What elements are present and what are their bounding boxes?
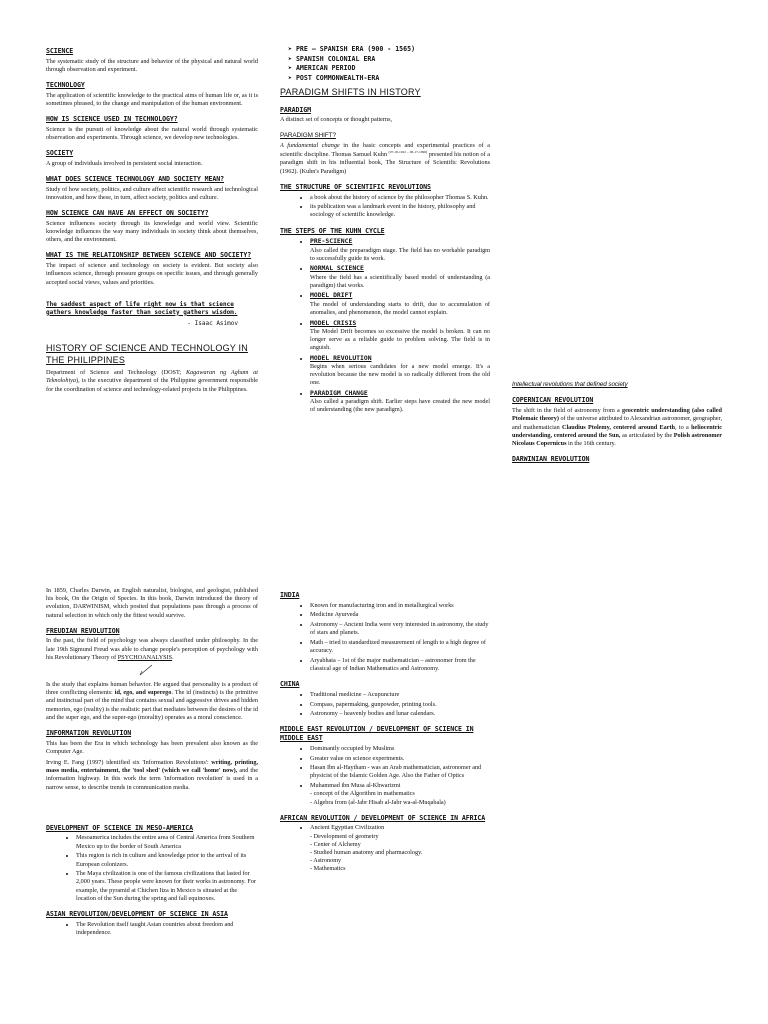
paragraph-science-society-relationship: The impact of science and technology on society is evident. But society also influences science, through pressure groups on specific issues, and through generally accepted social views, values and priorities. — [46, 262, 258, 286]
paragraph-paradigm: A distinct set of concepts or thought patterns, — [280, 116, 393, 124]
paragraph-freudian: In the past, the field of psychology was always classified under philosophy. In the late 19th Sigmund Freud was able to change people's perception of psychology with his Revolutionary Theory of PSYCHOANALYSIS. — [46, 637, 258, 661]
paragraph-paradigm-shift: A fundamental change in the basic concepts and experimental practices of a scientific discipline. Thomas Samuel Kuhn $^{(07-18-1922 - 06-17-1996)}$ presented his notion of a paradigm shift in his influential book, The Structure of Scientific Revolutions (1962). (Kuhn's Paradigm) — [280, 142, 490, 175]
structure-list — [280, 194, 490, 220]
list-item: • Astronomy – heavenly bodies and lunar calendars. — [310, 710, 492, 718]
paragraph-sts-meaning: Study of how society, politics, and culture affect scientific research and technological innovation, and how these, in turn, affect society, politics and culture. — [46, 185, 258, 202]
heading-african-revolution: AFRICAN REVOLUTION / DEVELOPMENT OF SCIENCE IN AFRICA — [280, 813, 486, 822]
heading-copernican: COPERNICAN REVOLUTION — [512, 396, 594, 405]
heading-how-science-used: HOW IS SCIENCE USED IN TECHNOLOGY? — [46, 115, 178, 124]
meso-america-list — [46, 834, 258, 903]
column-top-left — [46, 40, 258, 397]
era-item: ➤ SPANISH COLONIAL ERA — [288, 55, 490, 64]
psychoanalysis-link[interactable]: PSYCHOANALYSIS — [117, 653, 173, 661]
heading-freudian: FREUDIAN REVOLUTION — [46, 626, 120, 635]
heading-science: SCIENCE — [46, 47, 74, 55]
middle-east-list — [280, 745, 492, 807]
era-item: ➤ PRE – SPANISH ERA (900 - 1565) — [288, 45, 490, 54]
era-item: ➤ AMERICAN PERIOD — [288, 64, 490, 73]
paragraph-information-2: Irving E. Fang (1997) identified six 'Information Revolutions': writing, printing, mass media, entertainment, the 'tool shed' (which we call 'home' now), and the information highway. In this work the term 'information revolution' is used in a narrow sense, to describe trends in communication media. — [46, 759, 258, 791]
list-item: • Aryabhata – 1st of the major mathematician – astronomer from the classical age of Indian Mathematics and Astronomy. — [310, 657, 492, 673]
heading-intellectual-revolutions: Intellectual revolutions that defined society — [512, 381, 628, 388]
list-item: • Dominantly occupied by Muslims — [310, 745, 492, 753]
kuhn-step: • PRE-SCIENCE Also called the preparadigm stage. The field has no workable paradigm to successfully guide its work. — [310, 237, 490, 263]
list-item: • Greater value on science experiments. — [310, 755, 492, 763]
kuhn-step: • NORMAL SCIENCE Where the field has a scientifically based model of understanding (a paradigm) that works. — [310, 264, 490, 290]
list-item: • Known for manufacturing iron and in metallurgical works — [310, 602, 492, 610]
paragraph-how-science-used: Science is the pursuit of knowledge about the natural world through systematic observation and experiments. Through science, we develop new technologies. — [46, 125, 258, 142]
quote-text: The saddest aspect of life right now is that science gathers knowledge faster than society gathers wisdom. — [46, 300, 238, 316]
paragraph-psychoanalysis: Is the study that explains human behavior. He argued that personality is a product of three conflicting elements: id, ego, and superego. The id (instincts) is the primitive and instinctual part of the mind that contains sexual and aggressive drives and hidden memories, ego (reality) is the realistic part that mediates between the desires of the id and the super ego, and the super-ego (morality) operates as a moral conscience. — [46, 681, 258, 721]
china-list — [280, 691, 492, 719]
heading-history-philippines: HISTORY OF SCIENCE AND TECHNOLOGY IN THE PHILIPPINES — [46, 343, 248, 366]
asia-list — [46, 921, 258, 937]
heading-darwinian: DARWINIAN REVOLUTION — [512, 455, 590, 464]
era-list — [280, 45, 490, 83]
column-top-right — [512, 374, 722, 466]
list-item: • Medicine Ayurveda — [310, 611, 492, 619]
list-item: • Compass, papermaking, gunpowder, printing tools. — [310, 701, 492, 709]
heading-kuhn-cycle: THE STEPS OF THE KUHN CYCLE — [280, 226, 385, 235]
kuhn-step: • MODEL REVOLUTION Begins when serious candidates for a new model emerge. It's a revolution because the new model is so radically different from the old one. — [310, 354, 490, 388]
india-list — [280, 602, 492, 674]
quote-author: - Isaac Asimov — [187, 319, 238, 327]
heading-asian-revolution: ASIAN REVOLUTION/DEVELOPMENT OF SCIENCE IN ASIA — [46, 909, 228, 918]
pen-stroke-mark — [138, 663, 154, 677]
paragraph-dost: Department of Science and Technology (DOST; Kagawaran ng Agham at Teknolohiya), is the executive department of the Philippine government responsible for the coordination of science and technology-related projects in the Philippines. — [46, 369, 258, 393]
list-item: • Math – tried to standardized measurement of length to a high degree of accuracy. — [310, 639, 492, 655]
heading-science-effect: HOW SCIENCE CAN HAVE AN EFFECT ON SOCIETY? — [46, 209, 209, 218]
paragraph-information-1: This has been the Era in which technology has been prevalent also known as the Computer Age. — [46, 739, 258, 755]
list-item: • Astronomy – Ancient India were very interested in astronomy, the study of stars and planets. — [310, 621, 492, 637]
heading-paradigm-shift: PARADIGM SHIFT? — [280, 131, 336, 139]
column-bottom-left — [46, 587, 258, 940]
paragraph-darwin: In 1859, Charles Darwin, an English naturalist, biologist, and geologist, published his book, On the Origin of Species. In this book, Darwin introduced the theory of evolution, DARWINISM, which posited that populations pass through a process of natural selection in which only the fittest would survive. — [46, 587, 258, 619]
heading-society: SOCIETY — [46, 149, 74, 158]
heading-sts-meaning: WHAT DOES SCIENCE TECHNOLOGY AND SOCIETY MEAN? — [46, 175, 225, 184]
heading-china: CHINA — [280, 680, 300, 689]
heading-india: INDIA — [280, 591, 300, 599]
heading-science-society-relationship: WHAT IS THE RELATIONSHIP BETWEEN SCIENCE AND SOCIETY? — [46, 251, 252, 260]
list-item: • This region is rich in culture and knowledge prior to the arrival of its European colonizers. — [76, 852, 258, 868]
list-item: • Traditional medicine – Acupuncture — [310, 691, 492, 699]
heading-meso-america: DEVELOPMENT OF SCIENCE IN MESO-AMERICA — [46, 823, 194, 832]
paragraph-science-effect: Science influences society through its knowledge and world view. Scientific knowledge influences the way many individuals in society think about themselves, others, and the environment. — [46, 219, 258, 244]
column-bottom-middle — [280, 584, 492, 877]
list-item: • Hasan Ibn al-Haytham - was an Arab mathematician, astronomer and physicist of the Islamic Golden Age. Also the Father of Optics — [310, 764, 492, 780]
heading-structure-revolutions: THE STRUCTURE OF SCIENTIFIC REVOLUTIONS — [280, 182, 431, 191]
africa-list — [280, 824, 492, 873]
column-top-middle — [280, 45, 490, 418]
list-item: • The Revolution itself taught Asian countries about freedom and independence. — [76, 921, 258, 937]
paragraph-technology: The application of scientific knowledge to the practical aims of human life or, as it is sometimes phrased, to the change and manipulation of the human environment. — [46, 91, 258, 107]
list-item: • The Maya civilization is one of the famous civilizations that lasted for 2,000 years. These people were known for their works in astronomy. For example, the pyramid at Chichen Itza in Mexico is situated at the location of the Sun during the spring and fall equinoxes. — [76, 870, 258, 903]
heading-paradigm: PARADIGM — [280, 105, 311, 114]
kuhn-steps-list — [280, 237, 490, 414]
heading-technology: TECHNOLOGY — [46, 81, 85, 90]
kuhn-step: • MODEL CRISIS The Model Drift becomes so excessive the model is broken. It can no longer serve as a reliable guide to problem solving. The field is in anguish. — [310, 319, 490, 353]
kuhn-step: • MODEL DRIFT The model of understanding starts to drift, due to accumulation of anomalies, and phenomenon, the model cannot explain. — [310, 291, 490, 317]
spacer — [46, 795, 258, 817]
list-item: • Ancient Egyptian Civilization - Development of geometry - Center of Alchemy - Studied human anatomy and pharmacology. - Astronomy - Mathematics — [310, 824, 492, 873]
era-item: ➤ POST COMMONWEALTH-ERA — [288, 74, 490, 83]
paragraph-science: The systematic study of the structure and behavior of the physical and natural world through observation and experiment. — [46, 57, 258, 73]
list-item: • Mesoamerica includes the entire area of Central America from Southern Mexico up to the border of South America — [76, 834, 258, 850]
paragraph-copernican: The shift in the field of astronomy from a geocentric understanding (also called Ptolemaic theory) of the universe attributed to Alexandrian astronomer, geographer, and mathematician Claudius Ptolemy, centered around Earth, to a heliocentric understanding, centered around the Sun, as articulated by the Polish astronomer Nicolaus Copernicus in the 16th century. — [512, 407, 723, 447]
list-item: • a book about the history of science by the philosopher Thomas S. Kuhn. — [310, 194, 490, 202]
list-item: • its publication was a landmark event in the history, philosophy and sociology of scientific knowledge. — [310, 203, 490, 219]
heading-information-revolution: INFORMATION REVOLUTION — [46, 728, 132, 737]
heading-middle-east: MIDDLE EAST REVOLUTION / DEVELOPMENT OF SCIENCE IN MIDDLE EAST — [280, 725, 474, 743]
heading-paradigm-shifts: PARADIGM SHIFTS IN HISTORY — [280, 86, 421, 97]
kuhn-step: • PARADIGM CHANGE Also called a paradigm shift. Earlier steps have created the new model of understanding (the new paradigm). — [310, 389, 490, 415]
list-item: • Muhammad ibn Musa al-Khwarizmi - concept of the Algorithm in mathematics - Algebra from (al-Jabr Hisab al-Jabr wa-al-Muqabala) — [310, 782, 492, 807]
paragraph-society: A group of individuals involved in persistent social interaction. — [46, 159, 203, 167]
